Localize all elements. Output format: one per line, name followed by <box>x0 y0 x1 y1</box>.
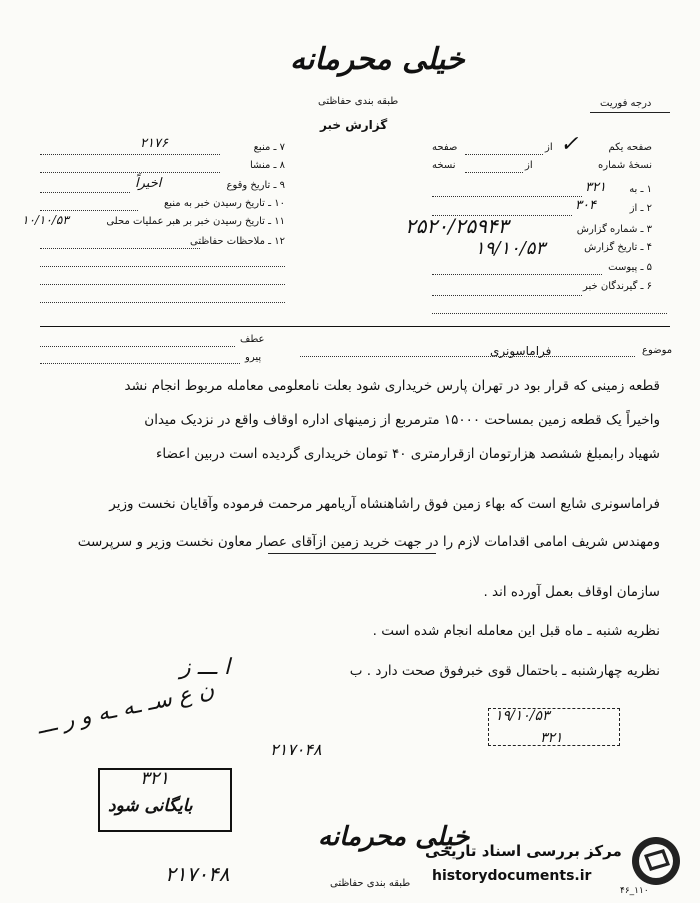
source-value: ۲۱۷۶ <box>140 136 168 151</box>
to-label: ۱ ـ به <box>629 184 652 195</box>
origin-label: ۸ ـ منشا <box>249 160 285 171</box>
from-value: ۳۰۴ <box>575 198 596 213</box>
opinion-2: نظریه چهارشنبه ـ باحتمال قوی خبرفوق صحت دارد . ب <box>349 663 660 679</box>
body-line-6: سازمان اوقاف بعمل آورده اند . <box>483 584 660 600</box>
opinion-1: نظریه شنبه ـ ماه قبل این معامله انجام شده است . <box>372 623 660 639</box>
page-word: صفحه <box>432 142 458 153</box>
notes-label: ۱۲ ـ ملاحظات حفاظتی <box>190 236 285 247</box>
report-type: گزارش خبر <box>320 118 388 132</box>
page-label: صفحه یکم <box>608 142 652 153</box>
priority-label: درجه فوریت <box>600 98 652 109</box>
event-date-label: ۹ ـ تاریخ وقوع <box>226 180 285 191</box>
stamp-number: ۳۲۱ <box>140 768 170 789</box>
from-label-2: از <box>525 160 533 171</box>
hand-number-2: ۲۱۷۰۴۸ <box>165 862 230 886</box>
classification-heading: خیلی محرمانه <box>290 42 465 77</box>
stamp-right-top: ۱۹/۱۰/۵۳ <box>495 708 550 724</box>
handwritten-margin-note: ن ع سـ ـه ـه و ر ـــ <box>35 677 217 740</box>
report-no-value: ۲۵۲۰/۲۵۹۴۳ <box>405 214 509 238</box>
copy-no-label: نسخهٔ شماره <box>598 160 652 171</box>
subject-value: فراماسونری <box>490 344 552 358</box>
copy-word: نسخه <box>432 160 456 171</box>
from-label-1: از <box>545 142 553 153</box>
classification-sub: طبقه بندی حفاظتی <box>318 96 399 107</box>
to-value: ۳۲۱ <box>585 180 606 195</box>
received-ops-label: ۱۱ ـ تاریخ رسیدن خبر بر هبر عملیات محلی <box>106 216 285 227</box>
ref-label: عطف <box>240 334 265 345</box>
attachment-label: ۵ ـ پیوست <box>608 262 652 273</box>
footer-classification: خیلی محرمانه <box>318 822 470 852</box>
hand-number-1: ۲۱۷۰۴۸ <box>270 740 322 759</box>
handwritten-check: ✓ <box>560 132 579 157</box>
body-line-5: ومهندس شریف امامی اقدامات لازم را در جهت خرید زمین ازآقای عصار معاون نخست وزیر و سرپرست <box>77 534 660 550</box>
report-date-value: ۱۹/۱۰/۵۳ <box>475 238 546 259</box>
watermark-text-fa: مرکز بررسی اسناد تاریخی <box>425 842 622 860</box>
from-label: ۲ ـ از <box>629 203 652 214</box>
archive-logo-icon <box>630 835 682 887</box>
body-line-1: قطعه زمینی که قرار بود در تهران پارس خریداری شود بعلت نامعلومی معامله مربوط انجام نشد <box>124 378 660 394</box>
received-ops-value: ۱۰/۱۰/۵۳ <box>22 213 69 227</box>
page-code: ۴۶_۱۱۰ <box>620 886 649 896</box>
follow-label: پیرو <box>245 352 262 363</box>
body-line-3: شهیاد رابمبلغ ششصد هزارتومان ازقرارمتری ۴۰ تومان خریداری گردیده است دربین اعضاء <box>156 446 660 462</box>
stamp-right-bottom: ۳۲۱ <box>540 730 563 746</box>
body-line-4: فراماسونری شایع است که بهاء زمین فوق راشاهنشاه آریامهر مرحمت فرموده وآقایان نخست وزیر <box>109 496 660 512</box>
report-no-label: ۳ ـ شماره گزارش <box>576 224 652 235</box>
body-line-2: واخیراً یک قطعه زمین بمساحت ۱۵۰۰۰ مترمربع از زمینهای اداره اوقاف واقع در نزدیک میدان <box>144 412 660 428</box>
recipients-label: ۶ ـ گیرندگان خبر <box>582 281 652 292</box>
event-date-value: اخیراً <box>135 176 162 191</box>
report-date-label: ۴ ـ تاریخ گزارش <box>584 242 652 253</box>
watermark-text-en: historydocuments.ir <box>432 868 592 884</box>
source-label: ۷ ـ منبع <box>253 142 285 153</box>
handwritten-initials: ا ـــ ز <box>180 655 231 680</box>
subject-label: موضوع <box>642 345 673 356</box>
footer-classification-sub: طبقه بندی حفاظتی <box>330 878 411 889</box>
received-source-label: ۱۰ ـ تاریخ رسیدن خبر به منبع <box>163 198 285 209</box>
stamp-text: بایگانی شود <box>108 796 193 816</box>
